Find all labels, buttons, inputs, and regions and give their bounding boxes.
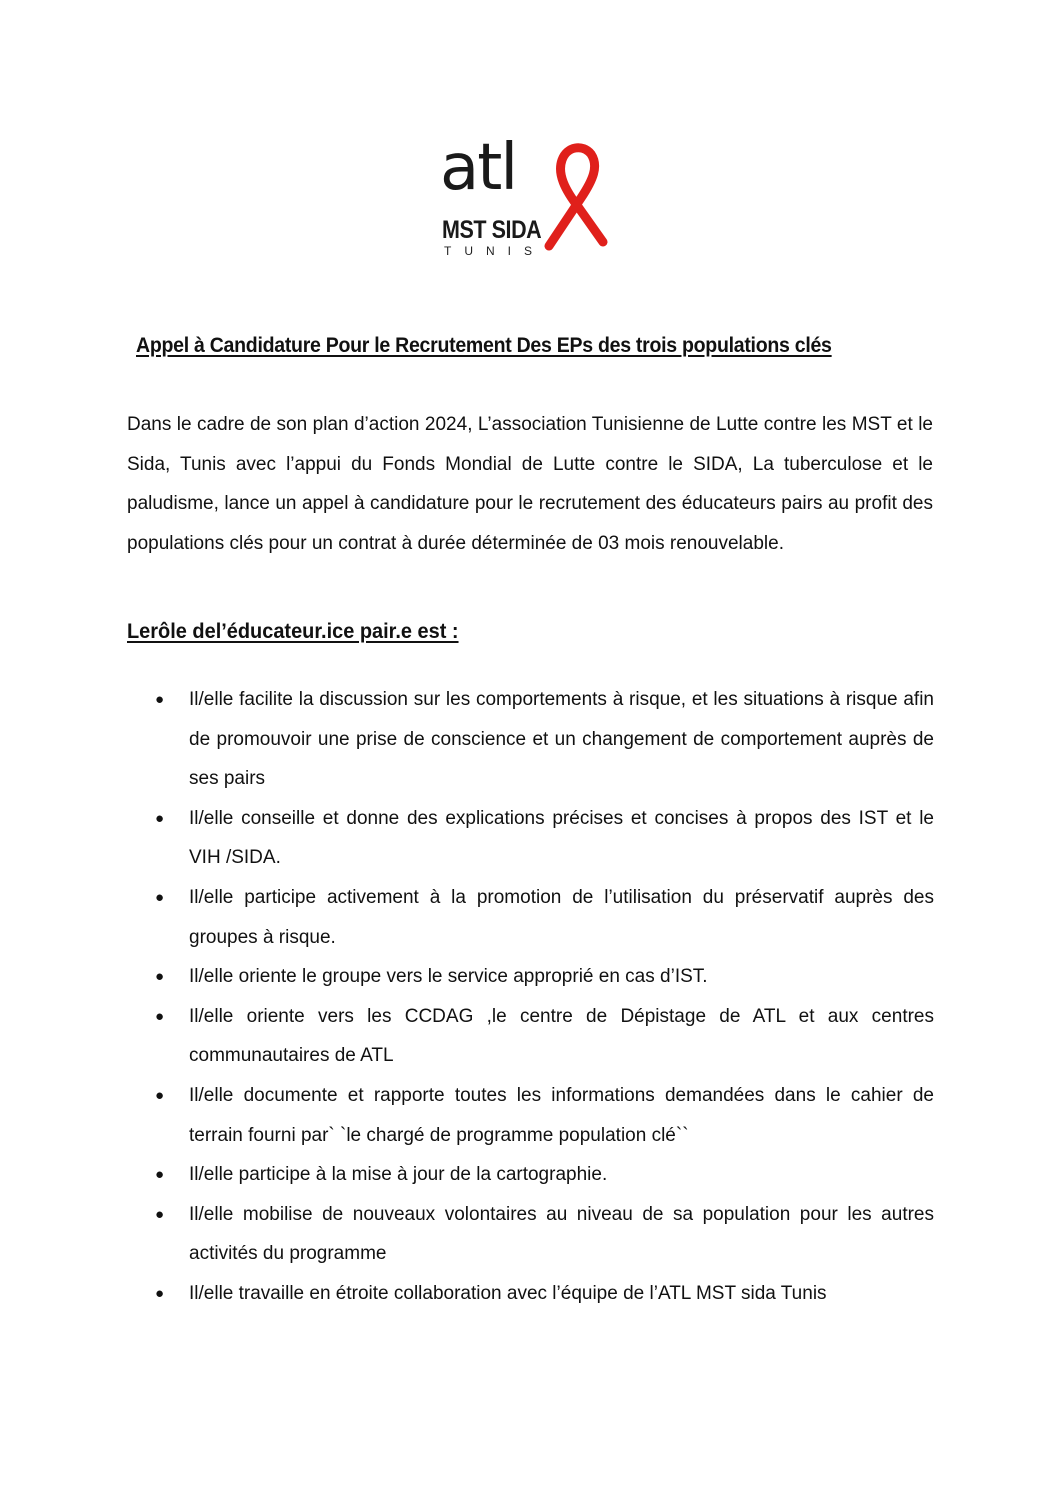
bullet-icon: ● (155, 1007, 165, 1025)
list-item (152, 997, 934, 1076)
list-item-text: Il/elle participe activement à la promotion de l’utilisation du préservatif auprès des groupes à risque. (189, 886, 934, 948)
bullet-icon: ● (155, 691, 165, 708)
list-item-text: Il/elle oriente vers les CCDAG ,le centre de Dépistage de ATL et aux centres communautaires de ATL (189, 1005, 934, 1067)
list-item-text: Il/elle oriente le groupe vers le service approprié en cas d’IST. (189, 966, 708, 988)
list-item (152, 799, 934, 878)
list-item (152, 1076, 934, 1155)
list-item (152, 878, 934, 957)
bullet-icon: ● (155, 809, 165, 827)
bullet-icon: ● (155, 888, 165, 906)
bullet-icon: ● (155, 1086, 165, 1104)
bullet-icon: ● (155, 968, 165, 986)
role-list (152, 680, 934, 1314)
role-heading: Lerôle del’éducateur.ice pair.e est : (127, 620, 459, 643)
document-title: Appel à Candidature Pour le Recrutement Des EPs des trois populations clés (136, 334, 832, 357)
atl-mst-sida-logo (440, 131, 620, 261)
list-item-text: Il/elle participe à la mise à jour de la cartographie. (189, 1164, 608, 1186)
intro-text: Dans le cadre de son plan d’action 2024, L’association Tunisienne de Lutte contre les MST et le Sida, Tunis avec l’appui du Fonds Mondial de Lutte contre le SIDA, La tuberculose et le paludisme, lance un appel à candidature pour le recrutement des éducateurs pairs au profit des populations clés pour un contrat à durée déterminée de 03 mois renouvelable. (127, 414, 933, 554)
list-item-text: Il/elle mobilise de nouveaux volontaires au niveau de sa population pour les autres activités du programme (189, 1203, 934, 1265)
list-item (152, 1274, 934, 1314)
list-item (152, 1195, 934, 1274)
list-item (152, 1155, 934, 1195)
bullet-icon: ● (155, 1166, 165, 1184)
bullet-icon: ● (155, 1284, 165, 1302)
red-ribbon-icon (535, 142, 615, 252)
list-item (152, 957, 934, 997)
list-item-text: Il/elle documente et rapporte toutes les informations demandées dans le cahier de terrain fourni par` `le chargé de programme population clé`` (189, 1084, 934, 1146)
list-item-text: Il/elle travaille en étroite collaboration avec l’équipe de l’ATL MST sida Tunis (189, 1282, 827, 1304)
logo-city: TUNIS (444, 244, 545, 258)
list-item-text: Il/elle conseille et donne des explications précises et concises à propos des IST et le VIH /SIDA. (189, 807, 934, 869)
logo-brand-text: atl (440, 131, 517, 205)
intro-paragraph (127, 405, 933, 563)
bullet-icon: ● (155, 1205, 165, 1223)
logo-subtitle: MST SIDA (442, 216, 542, 244)
list-item (152, 680, 934, 799)
list-item-text: Il/elle facilite la discussion sur les comportements à risque, et les situations à risque afin de promouvoir une prise de conscience et un changement de comportement auprès de ses pairs (189, 689, 934, 790)
